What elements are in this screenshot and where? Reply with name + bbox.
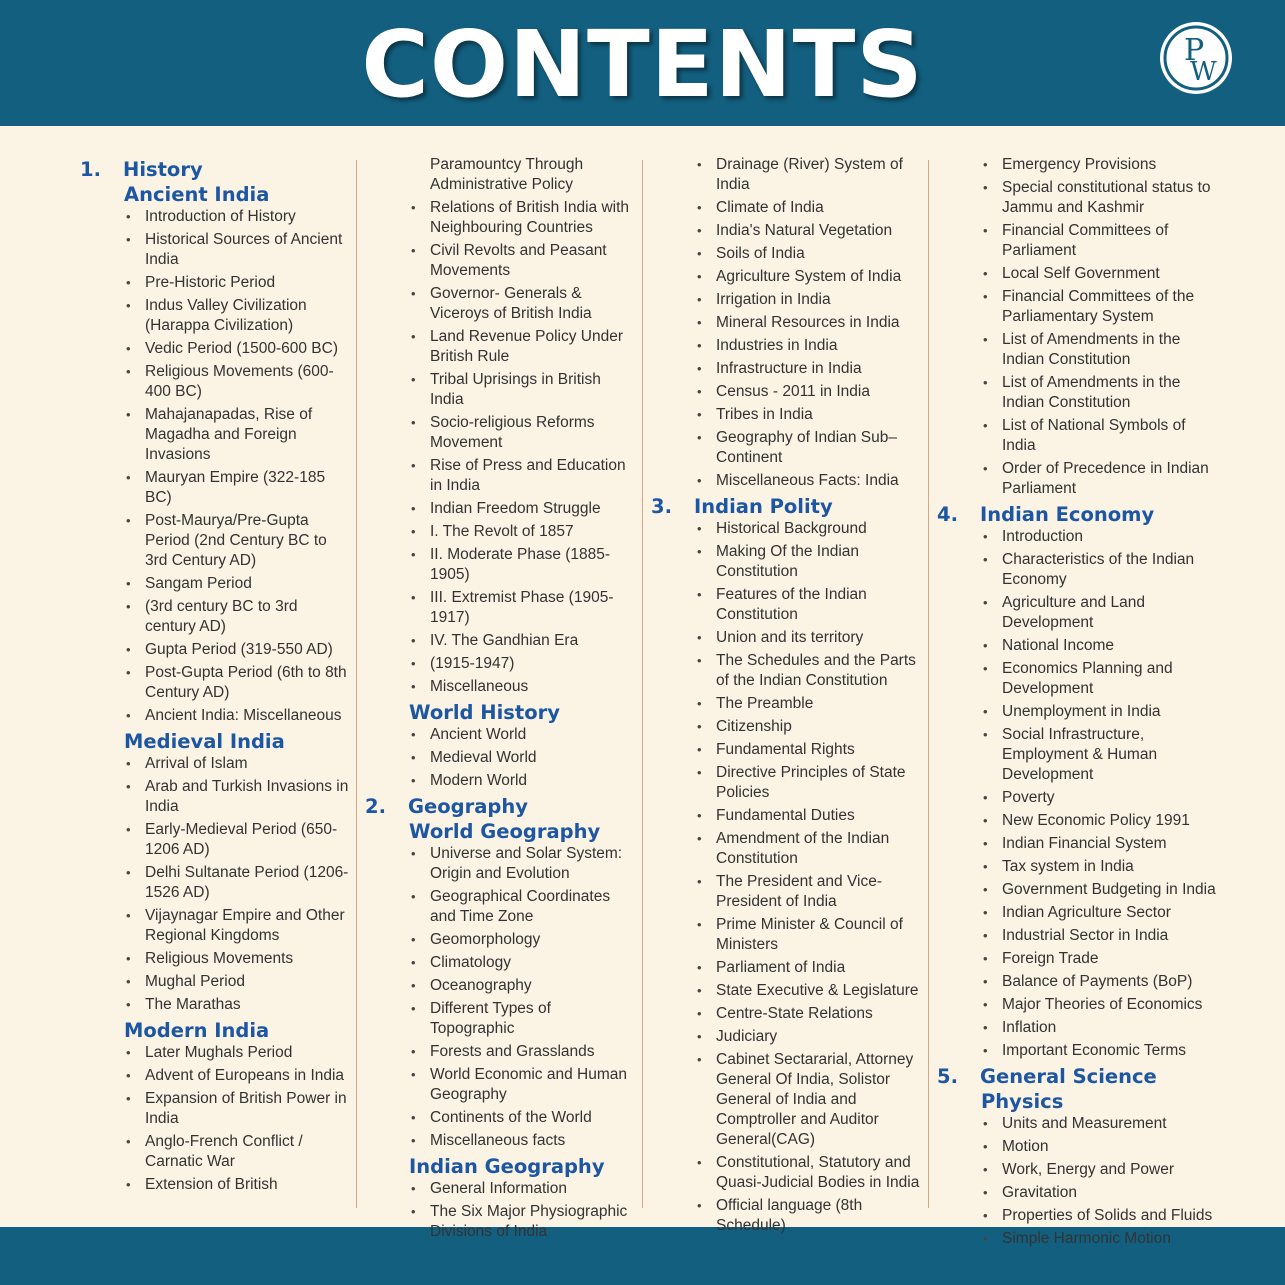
list-item: • Different Types of Topographic [409,999,637,1039]
list-item: • Post-Gupta Period (6th to 8th Century AD) [124,663,352,703]
section-heading [80,157,352,182]
list-item: • Relations of British India with Neighbouring Countries [409,198,637,238]
section-heading [365,794,637,819]
list-item: • Climate of India [695,198,923,218]
list-item: • New Economic Policy 1991 [981,811,1217,831]
list-item: • Parliament of India [695,958,923,978]
list-item: • Climatology [409,953,637,973]
column-divider [928,160,929,1208]
list-item: • Expansion of British Power in India [124,1089,352,1129]
list-item: • Social Infrastructure, Employment & Human Development [981,725,1217,785]
list-item: • Arab and Turkish Invasions in India [124,777,352,817]
list-item: • Characteristics of the Indian Economy [981,550,1217,590]
section-number: 5. [937,1065,958,1088]
list-item: • The Preamble [695,694,923,714]
list-item: • Census - 2011 in India [695,382,923,402]
list-item: • Economics Planning and Development [981,659,1217,699]
list-item: • Prime Minister & Council of Ministers [695,915,923,955]
section-number: 3. [651,495,672,518]
list-item: • Unemployment in India [981,702,1217,722]
list-item: • Post-Maurya/Pre-Gupta Period (2nd Century BC to 3rd Century AD) [124,511,352,571]
list-item: • Arrival of Islam [124,754,352,774]
list-item: • III. Extremist Phase (1905-1917) [409,588,637,628]
subsection-heading: Ancient India [124,183,270,206]
list-item: • Rise of Press and Education in India [409,456,637,496]
list-item: • Constitutional, Statutory and Quasi-Judicial Bodies in India [695,1153,923,1193]
list-item: • I. The Revolt of 1857 [409,522,637,542]
topic-list [937,527,1217,1061]
list-item: • The Schedules and the Parts of the Indian Constitution [695,651,923,691]
list-item: • Civil Revolts and Peasant Movements [409,241,637,281]
list-item: • IV. The Gandhian Era [409,631,637,651]
section-number: 1. [80,158,101,181]
list-item: • Indus Valley Civilization (Harappa Civilization) [124,296,352,336]
list-item: • Fundamental Duties [695,806,923,826]
list-item: • State Executive & Legislature [695,981,923,1001]
list-item: • Cabinet Sectararial, Attorney General Of India, Solistor General of India and Comptroller and Auditor General(CAG) [695,1050,923,1150]
topic-list [651,519,923,1236]
list-item: • Pre-Historic Period [124,273,352,293]
list-item: • Ancient World [409,725,637,745]
topic-list [365,725,637,791]
list-item: • Geomorphology [409,930,637,950]
list-item: • Mughal Period [124,972,352,992]
section-title: General Science [980,1065,1157,1088]
section-heading [937,502,1217,527]
list-item: • Features of the Indian Constitution [695,585,923,625]
list-item: • Properties of Solids and Fluids [981,1206,1217,1226]
list-item: • Financial Committees of Parliament [981,221,1217,261]
list-item: • Sangam Period [124,574,352,594]
list-item: • India's Natural Vegetation [695,221,923,241]
topic-list [80,1043,352,1195]
list-item: • Major Theories of Economics [981,995,1217,1015]
list-item: • Universe and Solar System: Origin and Evolution [409,844,637,884]
list-item: • Religious Movements [124,949,352,969]
list-item: • Units and Measurement [981,1114,1217,1134]
contents-column-3 [651,155,923,1234]
list-item: • (3rd century BC to 3rd century AD) [124,597,352,637]
subsection-heading: Medieval India [124,730,285,753]
list-item: • Mineral Resources in India [695,313,923,333]
topic-list [365,844,637,1151]
list-item: • National Income [981,636,1217,656]
page-title: CONTENTS [361,11,924,118]
list-item: • Vijaynagar Empire and Other Regional Kingdoms [124,906,352,946]
list-item: • (1915-1947) [409,654,637,674]
contents-column-1 [80,155,352,1215]
list-item: • General Information [409,1179,637,1199]
list-item: • Government Budgeting in India [981,880,1217,900]
list-item: • Early-Medieval Period (650-1206 AD) [124,820,352,860]
list-item: • Delhi Sultanate Period (1206-1526 AD) [124,863,352,903]
list-item: • Religious Movements (600-400 BC) [124,362,352,402]
list-item: • Important Economic Terms [981,1041,1217,1061]
list-item: • Inflation [981,1018,1217,1038]
topic-list [937,155,1217,499]
list-item: • Poverty [981,788,1217,808]
list-item: • Geographical Coordinates and Time Zone [409,887,637,927]
list-item: • Financial Committees of the Parliamentary System [981,287,1217,327]
subsection-heading: World History [409,701,560,724]
list-item: • The Marathas [124,995,352,1015]
list-item: • Indian Freedom Struggle [409,499,637,519]
list-item: • Modern World [409,771,637,791]
pw-logo-icon [1160,22,1232,94]
topic-list [80,754,352,1015]
list-item: • Industries in India [695,336,923,356]
list-item: • Soils of India [695,244,923,264]
section-number: 4. [937,503,958,526]
list-item-continued: Paramountcy Through Administrative Policy [430,156,584,193]
list-item: • Amendment of the Indian Constitution [695,829,923,869]
list-item: • Tax system in India [981,857,1217,877]
list-item: • The Six Major Physiographic Divisions of India [409,1202,637,1242]
column-divider [642,160,643,1208]
list-item: • The President and Vice-President of India [695,872,923,912]
list-item: • Indian Financial System [981,834,1217,854]
list-item: • Introduction [981,527,1217,547]
list-item: • Ancient India: Miscellaneous [124,706,352,726]
section-title: Geography [408,795,528,818]
list-item: • Fundamental Rights [695,740,923,760]
svg-text:W: W [1190,57,1217,87]
topic-list [365,155,637,195]
list-item: • Gravitation [981,1183,1217,1203]
list-item: • Union and its territory [695,628,923,648]
list-item: • World Economic and Human Geography [409,1065,637,1105]
list-item: • Special constitutional status to Jammu and Kashmir [981,178,1217,218]
list-item: • Local Self Government [981,264,1217,284]
list-item: • Infrastructure in India [695,359,923,379]
list-item: • Work, Energy and Power [981,1160,1217,1180]
list-item: • Miscellaneous Facts: India [695,471,923,491]
topic-list [365,198,637,697]
list-item: • Balance of Payments (BoP) [981,972,1217,992]
subsection-heading: Indian Geography [409,1155,605,1178]
list-item: • Land Revenue Policy Under British Rule [409,327,637,367]
list-item: • Governor- Generals & Viceroys of British India [409,284,637,324]
column-divider [356,160,357,1208]
list-item: • Vedic Period (1500-600 BC) [124,339,352,359]
list-item: • Simple Harmonic Motion [981,1229,1217,1249]
list-item: • Anglo-French Conflict / Carnatic War [124,1132,352,1172]
list-item: • Industrial Sector in India [981,926,1217,946]
list-item: • Directive Principles of State Policies [695,763,923,803]
list-item: • Tribes in India [695,405,923,425]
list-item: • Foreign Trade [981,949,1217,969]
list-item: • Miscellaneous facts [409,1131,637,1151]
topic-list [651,155,923,491]
list-item: • Mauryan Empire (322-185 BC) [124,468,352,508]
contents-column-2 [365,155,637,1240]
list-item: • List of Amendments in the Indian Constitution [981,373,1217,413]
list-item: • Gupta Period (319-550 AD) [124,640,352,660]
list-item: • Centre-State Relations [695,1004,923,1024]
topic-list [937,1114,1217,1249]
list-item: • Geography of Indian Sub–Continent [695,428,923,468]
list-item: • Continents of the World [409,1108,637,1128]
section-title: Indian Economy [980,503,1155,526]
list-item: • Motion [981,1137,1217,1157]
section-heading [651,494,923,519]
section-title: Indian Polity [694,495,833,518]
list-item: • Medieval World [409,748,637,768]
list-item: • Agriculture and Land Development [981,593,1217,633]
list-item: • List of Amendments in the Indian Constitution [981,330,1217,370]
list-item: • Socio-religious Reforms Movement [409,413,637,453]
section-title: History [123,158,203,181]
list-item: • Historical Sources of Ancient India [124,230,352,270]
list-item: • Mahajanapadas, Rise of Magadha and Foreign Invasions [124,405,352,465]
topic-list [365,1179,637,1242]
list-item: • Order of Precedence in Indian Parliament [981,459,1217,499]
list-item: • Introduction of History [124,207,352,227]
subsection-heading: Modern India [124,1019,270,1042]
list-item: • Judiciary [695,1027,923,1047]
list-item: • Emergency Provisions [981,155,1217,175]
list-item: • II. Moderate Phase (1885-1905) [409,545,637,585]
list-item: • Extension of British [124,1175,352,1195]
list-item: • Historical Background [695,519,923,539]
pw-logo [1160,22,1232,94]
list-item: • Miscellaneous [409,677,637,697]
subsection-heading: World Geography [409,820,601,843]
list-item: • Tribal Uprisings in British India [409,370,637,410]
topic-list [80,207,352,726]
list-item: • Drainage (River) System of India [695,155,923,195]
list-item: • Later Mughals Period [124,1043,352,1063]
list-item: • Agriculture System of India [695,267,923,287]
list-item: • Citizenship [695,717,923,737]
svg-text:P: P [1184,33,1205,68]
list-item: • Official language (8th Schedule) [695,1196,923,1236]
contents-column-4 [937,155,1217,1247]
list-item: • Indian Agriculture Sector [981,903,1217,923]
list-item: • Forests and Grasslands [409,1042,637,1062]
list-item: • Advent of Europeans in India [124,1066,352,1086]
subsection-heading: Physics [981,1090,1064,1113]
list-item: • Oceanography [409,976,637,996]
section-heading [937,1064,1217,1089]
list-item: • Making Of the Indian Constitution [695,542,923,582]
list-item: • List of National Symbols of India [981,416,1217,456]
list-item: • Irrigation in India [695,290,923,310]
section-number: 2. [365,795,386,818]
